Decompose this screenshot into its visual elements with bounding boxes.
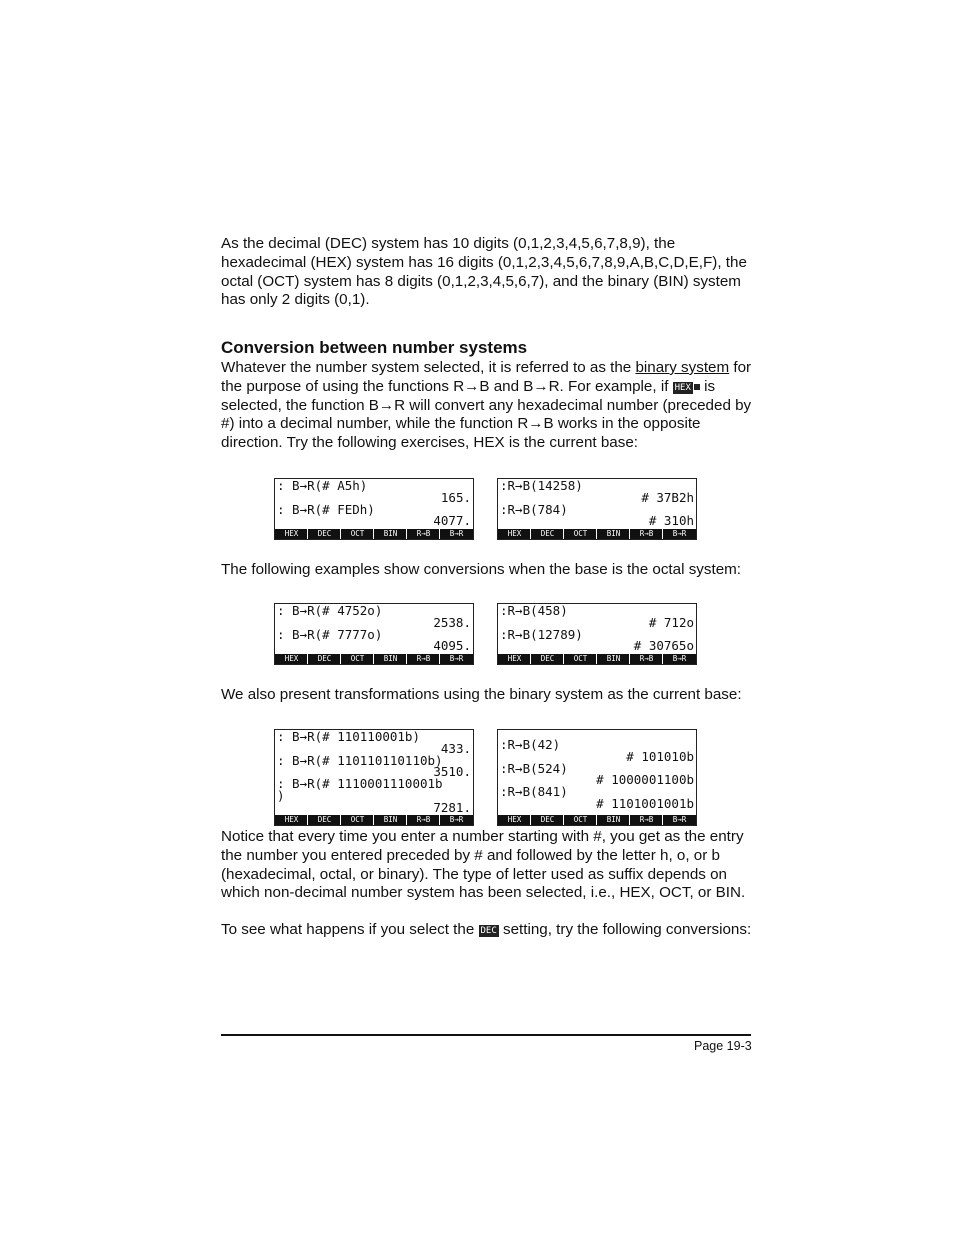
conv-text: for [729,359,752,376]
calculator-screen-bin-left [274,729,474,826]
softkey-r-to-b: R→B [631,815,663,825]
conv-line: #) into a decimal number, while the function R→B works in the opposite [221,415,701,433]
softkey-dec: DEC [309,815,341,825]
screen-line: :R→B(841) [500,784,568,800]
softkey-oct: OCT [342,529,374,539]
screen-line: : B→R(# 1110001110001b [277,776,443,792]
screen-line: : B→R(# A5h) [277,478,368,493]
screen-result: # 1101001001b [596,795,694,811]
softkey-hex: HEX [276,529,308,539]
softkey-menu [498,529,696,539]
dec-text: setting, try the following conversions: [498,921,752,938]
softkey-bin: BIN [598,654,630,664]
conv-text: is [699,377,716,395]
screen-line: :R→B(784) [500,501,568,517]
softkey-dec: DEC [532,815,564,825]
conv-line: direction. Try the following exercises, HEX is the current base: [221,434,638,452]
softkey-r-to-b: R→B [408,654,440,664]
screen-line: :R→B(12789) [500,626,583,642]
calculator-screen-hex-right [497,478,697,540]
screen-result: 4077. [433,513,471,529]
softkey-oct: OCT [565,654,597,664]
calculator-screen-oct-left [274,603,474,665]
binary-intro: We also present transformations using the binary system as the current base: [221,686,742,703]
screen-result: # 1000001100b [596,772,694,788]
dec-softkey-icon: DEC [480,926,497,936]
softkey-dec: DEC [309,529,341,539]
conv-line: selected, the function B→R will convert any hexadecimal number (preceded by [221,396,752,414]
dec-text: To see what happens if you select the [221,921,479,938]
softkey-bin: BIN [598,529,630,539]
softkey-b-to-r: B→R [441,654,472,664]
softkey-b-to-r: B→R [664,654,695,664]
softkey-b-to-r: B→R [441,529,472,539]
softkey-bin: BIN [375,529,407,539]
screen-result: 4095. [433,638,471,654]
screen-result: # 310h [648,513,694,529]
softkey-hex: HEX [499,654,531,664]
softkey-menu [275,654,473,664]
screen-line: :R→B(458) [500,603,568,618]
calculator-screen-bin-right [497,729,697,826]
conv-line [221,378,761,397]
screen-result: # 30765o [633,638,694,654]
softkey-oct: OCT [565,529,597,539]
softkey-dec: DEC [309,654,341,664]
intro-line: has only 2 digits (0,1). [221,291,370,309]
screen-line: ) [277,787,285,803]
screen-result: # 712o [648,614,694,630]
screen-line: :R→B(14258) [500,478,583,493]
softkey-menu [275,815,473,825]
screen-line: : B→R(# 110110110110b) [277,752,443,768]
notice-line: Notice that every time you enter a number starting with #, you get as the entry [221,828,744,845]
screen-line: : B→R(# FEDh) [277,501,375,517]
softkey-hex: HEX [276,654,308,664]
dec-setting-paragraph [221,921,781,940]
intro-line: hexadecimal (HEX) system has 16 digits (0,1,2,3,4,5,6,7,8,9,A,B,C,D,E,F), the [221,253,747,271]
conv-line [221,359,761,378]
screen-result: 165. [440,489,471,505]
screen-result: 433. [440,740,471,756]
page-number: Page 19-3 [694,1039,752,1053]
footer-rule [221,1034,751,1036]
hex-softkey-icon: HEX [674,382,691,393]
softkey-bin: BIN [598,815,630,825]
screen-line: :R→B(42) [500,737,561,752]
screen-line: : B→R(# 7777o) [277,626,383,642]
binary-system-term: binary system [635,359,730,376]
screen-result: 7281. [433,799,471,815]
softkey-hex: HEX [276,815,308,825]
softkey-r-to-b: R→B [631,529,663,539]
softkey-r-to-b: R→B [408,815,440,825]
notice-line: which non-decimal number system has been selected, i.e., HEX, OCT, or BIN. [221,884,746,902]
screen-result: # 101010b [626,748,694,764]
softkey-oct: OCT [342,654,374,664]
softkey-dec: DEC [532,654,564,664]
softkey-hex: HEX [499,529,531,539]
softkey-dec: DEC [532,529,564,539]
screen-result: # 37B2h [641,489,694,505]
intro-line: As the decimal (DEC) system has 10 digits (0,1,2,3,4,5,6,7,8,9), the [221,235,676,252]
screen-result: 2538. [433,614,471,630]
softkey-bin: BIN [375,654,407,664]
screen-result: 3510. [433,764,471,780]
softkey-oct: OCT [565,815,597,825]
screen-line: : B→R(# 110110001b) [277,729,420,744]
notice-paragraph [221,828,761,903]
conv-text: Whatever the number system selected, it is referred to as the [221,359,636,376]
softkey-menu [498,654,696,664]
screen-line: : B→R(# 4752o) [277,603,383,618]
calculator-screen-hex-left [274,478,474,540]
softkey-b-to-r: B→R [441,815,472,825]
softkey-b-to-r: B→R [664,815,695,825]
conv-text: the purpose of using the functions R→B and B→R. For example, if [221,377,673,395]
softkey-bin: BIN [375,815,407,825]
notice-line: the number you entered preceded by # and followed by the letter h, o, or b [221,846,720,864]
conversion-paragraph [221,359,761,453]
softkey-b-to-r: B→R [664,529,695,539]
notice-line: (hexadecimal, octal, or binary). The type of letter used as suffix depends on [221,865,727,883]
section-title: Conversion between number systems [221,338,528,357]
softkey-hex: HEX [499,815,531,825]
softkey-menu [275,529,473,539]
intro-paragraph [221,235,761,310]
softkey-r-to-b: R→B [631,654,663,664]
softkey-oct: OCT [342,815,374,825]
screen-line: :R→B(524) [500,760,568,776]
softkey-r-to-b: R→B [408,529,440,539]
octal-intro: The following examples show conversions when the base is the octal system: [221,561,742,578]
softkey-menu [498,815,696,825]
intro-line: octal (OCT) system has 8 digits (0,1,2,3,4,5,6,7), and the binary (BIN) system [221,272,741,290]
calculator-screen-oct-right [497,603,697,665]
